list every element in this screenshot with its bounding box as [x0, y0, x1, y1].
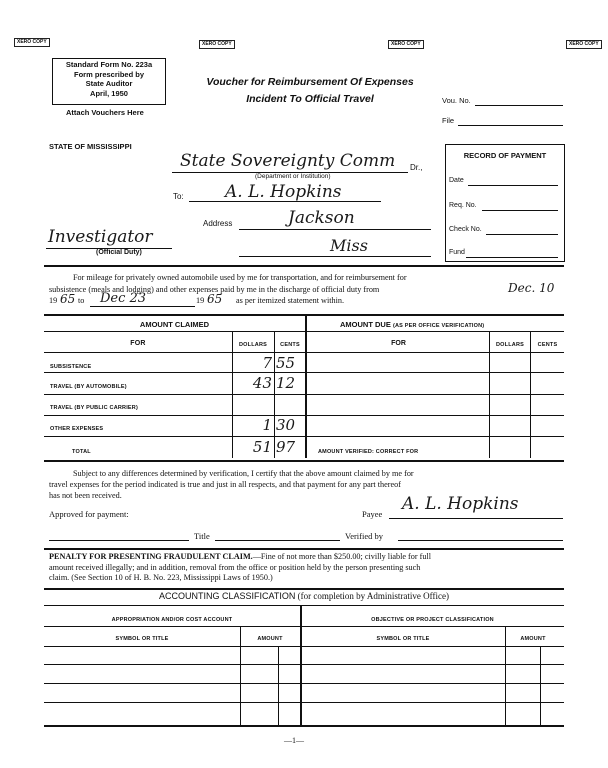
- claimed-subheader-line: [44, 352, 305, 353]
- claimed-col-for: FOR: [130, 340, 146, 347]
- verified-by-line: [398, 540, 563, 541]
- row-label-travel-public: TRAVEL (BY PUBLIC CARRIER): [50, 405, 139, 411]
- record-of-payment-box: [445, 144, 565, 262]
- row-line: [44, 415, 564, 416]
- record-fund-line: [466, 257, 558, 258]
- to-date-value: Dec 23: [100, 291, 147, 306]
- due-subheader-line: [307, 352, 564, 353]
- accounting-row-line: [44, 702, 564, 703]
- accounting-divider: [540, 646, 541, 726]
- form-auditor: State Auditor: [85, 79, 133, 88]
- certify-line-2: travel expenses for the period indicated is true and just in all respects, and that payment for any part thereof: [49, 480, 401, 489]
- accounting-col-rule: [44, 646, 564, 647]
- year-prefix-1: 19: [49, 296, 58, 305]
- right-amount-col: AMOUNT: [520, 636, 546, 642]
- address-line-1: [239, 229, 431, 230]
- accounting-top-rule: [44, 588, 564, 590]
- to-date-line: [90, 306, 195, 307]
- title-line-1: Voucher for Reimbursement Of Expenses: [206, 76, 414, 88]
- file-label: File: [442, 116, 455, 125]
- due-col-cents: CENTS: [537, 342, 558, 348]
- accounting-header-rule: [44, 626, 564, 627]
- left-symbol-col: SYMBOL OR TITLE: [115, 636, 169, 642]
- due-col-dollars: DOLLARS: [496, 342, 524, 348]
- department-value: State Sovereignty Comm: [180, 151, 396, 171]
- penalty-line-2: amount received illegally; and in addition, removal from the office or position held by the person presenting such: [49, 562, 421, 572]
- certify-line-1: Subject to any differences determined by verification, I certify that the above amount claimed by me for: [73, 469, 414, 478]
- form-date: April, 1950: [90, 88, 128, 98]
- penalty-line-1: —Fine of not more than $250.00; civilly liable for full: [252, 552, 432, 561]
- xero-copy-stamp: XERO COPY: [199, 40, 235, 49]
- year-2-value: 65: [207, 292, 223, 306]
- payee-label: Payee: [362, 509, 383, 519]
- right-symbol-col: SYMBOL OR TITLE: [376, 636, 430, 642]
- left-amount-col: AMOUNT: [257, 636, 283, 642]
- address-label: Address: [203, 219, 233, 228]
- record-date-label: Date: [449, 177, 464, 184]
- accounting-divider: [278, 646, 279, 726]
- verified-by-label: Verified by: [345, 531, 384, 541]
- vou-no-line: [475, 105, 563, 106]
- address-city: Jackson: [288, 208, 355, 228]
- penalty-separator: [44, 548, 564, 550]
- year-prefix-2: 19: [196, 296, 205, 305]
- to-label: To:: [173, 192, 184, 201]
- statement-line-2: subsistence (meals and lodging) and other expenses paid by me in the discharge of official duty from: [49, 284, 380, 294]
- row-line: [44, 394, 564, 395]
- subsistence-dollars: 7: [262, 354, 272, 372]
- file-line: [458, 125, 563, 126]
- amount-verified-label: AMOUNT VERIFIED: CORRECT FOR: [318, 449, 419, 455]
- xero-copy-stamp: XERO COPY: [566, 40, 602, 49]
- accounting-note: (for completion by Administrative Office): [297, 591, 449, 601]
- accounting-title-text: ACCOUNTING CLASSIFICATION: [159, 591, 296, 601]
- from-date-value: Dec. 10: [508, 281, 555, 295]
- to-value: A. L. Hopkins: [225, 182, 342, 202]
- approved-label: Approved for payment:: [49, 509, 129, 519]
- table-header-line: [44, 331, 564, 332]
- state-label: STATE OF MISSISSIPPI: [49, 142, 132, 151]
- total-cents: 97: [276, 438, 296, 456]
- row-label-travel-auto: TRAVEL (BY AUTOMOBILE): [50, 384, 127, 390]
- xero-copy-stamp: XERO COPY: [14, 38, 50, 47]
- penalty-heading: PENALTY FOR PRESENTING FRAUDULENT CLAIM.: [49, 552, 253, 561]
- amount-claimed-header: AMOUNT CLAIMED: [139, 320, 210, 329]
- xero-copy-stamp: XERO COPY: [388, 40, 424, 49]
- claimed-col-cents: CENTS: [280, 342, 300, 348]
- statement-line-3: as per itemized statement within.: [236, 296, 344, 305]
- title-line-2: Incident To Official Travel: [246, 93, 374, 105]
- accounting-center-divider: [300, 605, 302, 726]
- accounting-row-line: [44, 664, 564, 665]
- to-word: to: [78, 296, 85, 305]
- statement-line-1: For mileage for privately owned automobile used by me for transportation, and for reimbursement for: [73, 273, 407, 282]
- accounting-divider: [505, 626, 506, 726]
- penalty-block: [49, 552, 565, 584]
- due-col-for: FOR: [391, 340, 406, 347]
- to-line: [189, 201, 381, 202]
- department-suffix: Dr.,: [410, 163, 423, 172]
- subsistence-cents: 55: [276, 354, 296, 372]
- header-separator: [44, 265, 564, 267]
- accounting-title: [44, 591, 564, 601]
- payee-line: [389, 518, 563, 519]
- objective-header: OBJECTIVE OR PROJECT CLASSIFICATION: [371, 617, 494, 623]
- address-line-2: [239, 256, 431, 257]
- approved-line: [49, 540, 189, 541]
- vou-no-label: Vou. No.: [442, 96, 471, 105]
- row-line: [44, 436, 564, 437]
- record-check-label: Check No.: [449, 226, 482, 233]
- row-label-total: TOTAL: [72, 449, 91, 455]
- form-number-box: [52, 58, 166, 105]
- record-check-line: [486, 234, 558, 235]
- travel-auto-dollars: 43: [252, 374, 272, 392]
- row-label-other-expenses: OTHER EXPENSES: [50, 426, 104, 432]
- record-req-line: [482, 210, 558, 211]
- accounting-divider: [240, 626, 241, 726]
- form-title: [195, 74, 425, 108]
- form-prescribed: Form prescribed by: [73, 69, 145, 79]
- department-caption: (Department or Institution): [255, 173, 331, 180]
- attach-vouchers-label: Attach Vouchers Here: [66, 108, 144, 117]
- row-label-subsistence: SUBSISTENCE: [50, 364, 92, 370]
- other-expenses-dollars: 1: [262, 416, 272, 434]
- record-req-label: Req. No.: [449, 202, 477, 209]
- certify-line-3: has not been received.: [49, 491, 122, 500]
- accounting-bottom-rule: [44, 725, 564, 727]
- other-expenses-cents: 30: [276, 416, 296, 434]
- address-state: Miss: [330, 236, 368, 255]
- record-date-line: [468, 185, 558, 186]
- title-line: [215, 540, 340, 541]
- row-line: [44, 372, 564, 373]
- title-label: Title: [194, 531, 210, 541]
- official-duty-value: Investigator: [48, 227, 153, 247]
- official-duty-caption: (Official Duty): [96, 249, 142, 256]
- record-title: RECORD OF PAYMENT: [463, 151, 547, 160]
- accounting-row-line: [44, 683, 564, 684]
- penalty-line-3: claim. (See Section 10 of H. B. No. 223, Mississippi Laws of 1950.): [49, 573, 273, 582]
- claimed-col-dollars: DOLLARS: [239, 342, 267, 348]
- year-1-value: 65: [60, 292, 76, 306]
- total-dollars: 51: [252, 438, 272, 456]
- payee-signature: A. L. Hopkins: [402, 494, 519, 514]
- travel-auto-cents: 12: [276, 374, 296, 392]
- record-fund-label: Fund: [449, 249, 465, 256]
- accounting-title-rule: [44, 605, 564, 606]
- page-number: —1—: [284, 736, 304, 745]
- amount-due-header: AMOUNT DUE (AS PER OFFICE VERIFICATION): [340, 320, 485, 329]
- form-number: Standard Form No. 223a: [65, 60, 153, 69]
- amount-due-note: (AS PER OFFICE VERIFICATION): [392, 323, 485, 329]
- appropriation-header: APPROPRIATION AND/OR COST ACCOUNT: [111, 617, 233, 623]
